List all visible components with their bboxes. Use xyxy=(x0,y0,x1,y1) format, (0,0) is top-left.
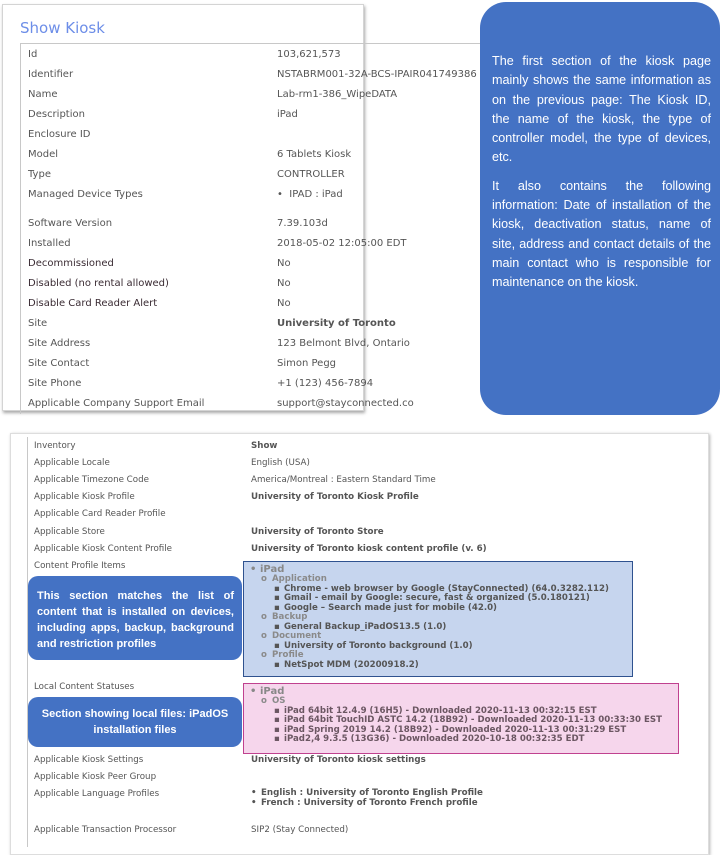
square-bullet-icon: ▪ xyxy=(274,715,280,725)
managed-device-type: IPAD : iPad xyxy=(289,189,343,200)
device-label: iPad xyxy=(260,564,285,575)
row-label: Site Contact xyxy=(28,358,90,369)
language-profiles-list xyxy=(251,788,483,808)
circle-bullet-icon: o xyxy=(261,612,267,622)
callout-paragraph: The first section of the kiosk page mainly shows the same information as on the previous page: The Kiosk ID, the name of the kiosk, the type of controller model, the type of devices, etc. xyxy=(492,54,711,165)
group-label: Profile xyxy=(272,650,304,660)
row-value: Simon Pegg xyxy=(277,358,337,369)
row-label: Applicable Kiosk Peer Group xyxy=(34,772,157,782)
square-bullet-icon: ▪ xyxy=(274,640,280,651)
row-label: Applicable Transaction Processor xyxy=(34,825,177,835)
bullet-icon: • xyxy=(250,686,257,697)
row-value: NSTABRM001-32A-BCS-IPAIR041749386 xyxy=(277,69,477,80)
row-label: Applicable Kiosk Profile xyxy=(34,492,135,502)
bullet-icon: • xyxy=(251,798,257,808)
kiosk-info-callout xyxy=(480,2,720,415)
item-label: iPad Spring 2019 14.2 (18B92) - Downloaded 2020-11-13 00:31:29 EST xyxy=(284,724,627,735)
square-bullet-icon: ▪ xyxy=(274,705,280,716)
row-label: Local Content Statuses xyxy=(34,682,135,692)
item-label: iPad 64bit 12.4.9 (16H5) - Downloaded 2020-11-13 00:32:15 EST xyxy=(284,705,597,716)
square-bullet-icon: ▪ xyxy=(274,724,280,735)
row-value[interactable]: support@stayconnected.co xyxy=(277,398,414,409)
row-label: Software Version xyxy=(28,218,113,229)
row-value: English (USA) xyxy=(251,458,310,468)
row-value: No xyxy=(277,258,291,269)
row-value: SIP2 (Stay Connected) xyxy=(251,825,349,835)
tree-device xyxy=(250,687,662,697)
row-label: Applicable Kiosk Settings xyxy=(34,755,144,765)
item-label: Google – Search made just for mobile (42.0) xyxy=(284,602,497,613)
square-bullet-icon: ▪ xyxy=(274,734,280,744)
tree-item xyxy=(250,735,662,745)
item-label: General Backup_iPadOS13.5 (1.0) xyxy=(284,621,447,632)
group-label: Document xyxy=(272,631,322,641)
kiosk-details-panel xyxy=(2,4,477,411)
row-value[interactable]: University of Toronto Store xyxy=(251,527,384,537)
content-profile-items-box xyxy=(243,561,633,677)
row-value: 7.39.103d xyxy=(277,218,328,229)
row-value: +1 (123) 456-7894 xyxy=(277,378,374,389)
bullet-icon: • xyxy=(250,564,257,575)
row-label: Site Phone xyxy=(28,378,82,389)
language-profile: English : University of Toronto English Profile xyxy=(261,788,483,798)
item-label: iPad2,4 9.3.5 (13G36) - Downloaded 2020-10-18 00:32:35 EDT xyxy=(284,734,585,744)
row-label: Applicable Store xyxy=(34,527,105,537)
row-label: Site Address xyxy=(28,338,91,349)
row-label: Installed xyxy=(28,238,71,249)
row-label: Decommissioned xyxy=(28,258,114,269)
row-label: Site xyxy=(28,318,48,329)
row-label: Type xyxy=(28,169,51,180)
row-label: Applicable Kiosk Content Profile xyxy=(34,544,173,554)
tree-item[interactable] xyxy=(250,661,609,671)
row-value: iPad xyxy=(277,109,298,120)
kiosk-details-table xyxy=(20,43,491,414)
content-tree xyxy=(250,565,609,670)
list-item[interactable] xyxy=(251,798,483,808)
content-items-callout: This section matches the list of content that is installed on devices, including apps, backup, background and restriction profiles xyxy=(28,576,242,660)
row-label: Name xyxy=(28,89,58,100)
row-value[interactable]: University of Toronto kiosk settings xyxy=(251,755,426,765)
row-label: Inventory xyxy=(34,441,76,451)
row-value xyxy=(277,186,343,204)
row-value: America/Montreal : Eastern Standard Time xyxy=(251,475,436,485)
row-value[interactable]: University of Toronto kiosk content profile (v. 6) xyxy=(251,544,487,554)
item-label: University of Toronto background (1.0) xyxy=(284,640,473,651)
circle-bullet-icon: o xyxy=(261,631,267,641)
row-label: Enclosure ID xyxy=(28,129,91,140)
device-label: iPad xyxy=(260,686,285,697)
item-label: Gmail - email by Google: secure, fast & organized (5.0.180121) xyxy=(284,593,590,603)
square-bullet-icon: ▪ xyxy=(274,602,280,613)
row-label: Applicable Company Support Email xyxy=(28,398,205,409)
bullet-icon: • xyxy=(251,788,257,798)
callout-paragraph: It also contains the following information: Date of installation of the kiosk, deactivation status, name of site, address and contact details of the main contact who is responsible for maintenance on the kiosk. xyxy=(492,178,711,290)
row-value: 103,621,573 xyxy=(277,49,341,60)
row-label: Description xyxy=(28,109,85,120)
bullet-icon: • xyxy=(277,189,290,200)
row-label: Applicable Language Profiles xyxy=(34,789,160,799)
row-label: Content Profile Items xyxy=(34,561,126,571)
row-label: Applicable Locale xyxy=(34,458,110,468)
row-value[interactable]: University of Toronto xyxy=(277,318,396,329)
language-profile: French : University of Toronto French profile xyxy=(261,798,478,808)
row-label: Managed Device Types xyxy=(28,189,143,200)
circle-bullet-icon: o xyxy=(261,650,267,660)
page-title: Show Kiosk xyxy=(20,19,105,37)
group-label: Backup xyxy=(272,612,308,622)
local-content-statuses-box xyxy=(243,683,679,754)
row-value[interactable]: Show xyxy=(251,441,278,451)
circle-bullet-icon: o xyxy=(261,696,267,706)
row-value: No xyxy=(277,298,291,309)
row-value: 123 Belmont Blvd, Ontario xyxy=(277,338,410,349)
row-value: No xyxy=(277,278,291,289)
circle-bullet-icon: o xyxy=(261,574,267,584)
group-label: OS xyxy=(272,696,286,706)
item-label: Chrome - web browser by Google (StayConnected) (64.0.3282.112) xyxy=(284,583,609,594)
row-label: Model xyxy=(28,149,59,160)
row-value: 6 Tablets Kiosk xyxy=(277,149,352,160)
local-tree xyxy=(250,687,662,745)
item-label: iPad 64bit TouchID ASTC 14.2 (18B92) - Downloaded 2020-11-13 00:33:30 EST xyxy=(284,715,662,725)
square-bullet-icon: ▪ xyxy=(274,583,280,594)
local-files-callout: Section showing local files: iPadOS installation files xyxy=(28,697,242,747)
square-bullet-icon: ▪ xyxy=(274,593,280,603)
square-bullet-icon: ▪ xyxy=(274,659,280,670)
row-label: Applicable Timezone Code xyxy=(34,475,149,485)
row-value: CONTROLLER xyxy=(277,169,345,180)
row-label: Applicable Card Reader Profile xyxy=(34,509,166,519)
row-label: Identifier xyxy=(28,69,74,80)
row-label: Id xyxy=(28,49,38,60)
list-item[interactable] xyxy=(251,788,483,798)
row-value: Lab-rm1-386_WipeDATA xyxy=(277,89,398,100)
row-label: Disable Card Reader Alert xyxy=(28,298,158,309)
row-value: 2018-05-02 12:05:00 EDT xyxy=(277,238,407,249)
row-label: Disabled (no rental allowed) xyxy=(28,278,169,289)
square-bullet-icon: ▪ xyxy=(274,621,280,632)
item-label: NetSpot MDM (20200918.2) xyxy=(284,659,419,670)
group-label: Application xyxy=(272,574,327,584)
row-value[interactable]: University of Toronto Kiosk Profile xyxy=(251,492,419,502)
